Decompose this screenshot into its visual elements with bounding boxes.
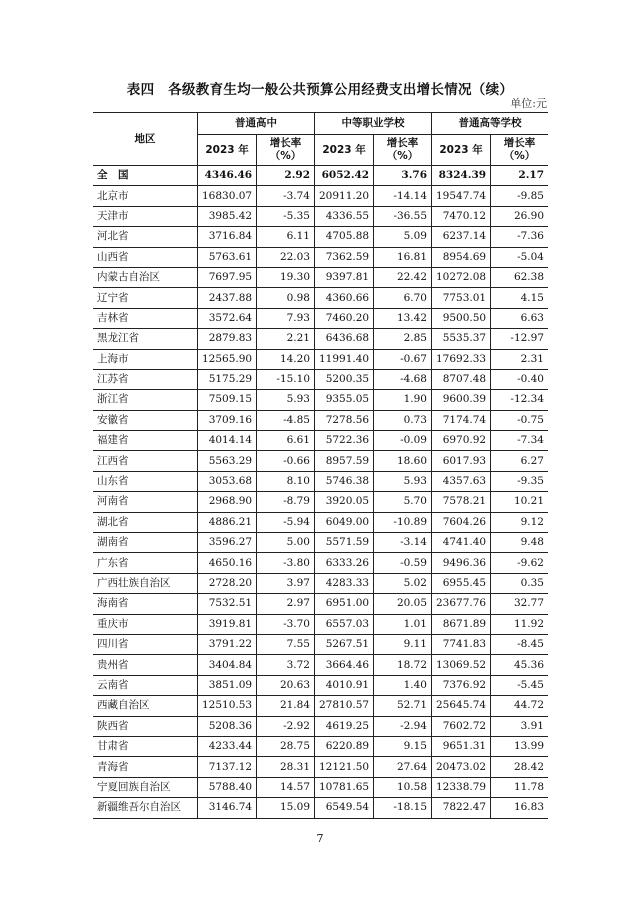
growth-rate-cell: 19.30 [257, 267, 315, 287]
growth-rate-cell: 0.35 [491, 573, 548, 593]
amount-cell: 6436.68 [315, 329, 374, 349]
growth-rate-cell: -15.10 [257, 369, 315, 389]
growth-rate-cell: -2.92 [257, 716, 315, 736]
growth-rate-cell: 4.15 [491, 288, 548, 308]
amount-cell: 4619.25 [315, 716, 374, 736]
col-group-vocational: 中等职业学校 [315, 113, 432, 135]
growth-rate-cell: -9.35 [491, 471, 548, 491]
growth-rate-cell: 5.00 [257, 533, 315, 553]
col-header-growth: 增长率（%） [491, 135, 548, 166]
amount-cell: 5535.37 [432, 329, 491, 349]
growth-rate-cell: 18.72 [374, 655, 432, 675]
amount-cell: 3572.64 [198, 308, 257, 328]
growth-rate-cell: 2.31 [491, 349, 548, 369]
growth-rate-cell: 26.90 [491, 206, 548, 226]
amount-cell: 3596.27 [198, 533, 257, 553]
amount-cell: 7753.01 [432, 288, 491, 308]
region-name-cell: 浙江省 [93, 390, 198, 410]
col-group-high-school: 普通高中 [198, 113, 315, 135]
amount-cell: 6951.00 [315, 594, 374, 614]
growth-rate-cell: 7.55 [257, 634, 315, 654]
growth-rate-cell: 9.12 [491, 512, 548, 532]
table-row [93, 553, 548, 573]
amount-cell: 5788.40 [198, 777, 257, 797]
table-row [93, 247, 548, 267]
growth-rate-cell: 32.77 [491, 594, 548, 614]
table-row [93, 798, 548, 818]
region-name-cell: 安徽省 [93, 410, 198, 430]
amount-cell: 7174.74 [432, 410, 491, 430]
growth-rate-cell: -3.80 [257, 553, 315, 573]
table-row [93, 471, 548, 491]
growth-rate-cell: 28.42 [491, 757, 548, 777]
growth-rate-cell: -5.04 [491, 247, 548, 267]
amount-cell: 4705.88 [315, 227, 374, 247]
amount-cell: 4650.16 [198, 553, 257, 573]
amount-cell: 8957.59 [315, 451, 374, 471]
amount-cell: 8324.39 [432, 166, 491, 186]
growth-rate-cell: 2.85 [374, 329, 432, 349]
region-name-cell: 湖北省 [93, 512, 198, 532]
growth-rate-cell: 11.78 [491, 777, 548, 797]
table-row [93, 573, 548, 593]
table-body [93, 166, 548, 819]
amount-cell: 10781.65 [315, 777, 374, 797]
region-name-cell: 广西壮族自治区 [93, 573, 198, 593]
table-row [93, 655, 548, 675]
col-header-year: 2023 年 [198, 135, 257, 166]
region-name-cell: 重庆市 [93, 614, 198, 634]
amount-cell: 8671.89 [432, 614, 491, 634]
growth-rate-cell: -3.14 [374, 533, 432, 553]
amount-cell: 2728.20 [198, 573, 257, 593]
growth-rate-cell: -0.40 [491, 369, 548, 389]
amount-cell: 5571.59 [315, 533, 374, 553]
growth-rate-cell: 45.36 [491, 655, 548, 675]
growth-rate-cell: 6.61 [257, 431, 315, 451]
region-name-cell: 江苏省 [93, 369, 198, 389]
table-row [93, 512, 548, 532]
region-name-cell: 陕西省 [93, 716, 198, 736]
region-name-cell: 黑龙江省 [93, 329, 198, 349]
growth-rate-cell: -8.45 [491, 634, 548, 654]
growth-rate-cell: -9.85 [491, 186, 548, 206]
table-row [93, 329, 548, 349]
growth-rate-cell: 6.27 [491, 451, 548, 471]
amount-cell: 4346.46 [198, 166, 257, 186]
growth-rate-cell: 2.17 [491, 166, 548, 186]
amount-cell: 7602.72 [432, 716, 491, 736]
region-name-cell: 辽宁省 [93, 288, 198, 308]
growth-rate-cell: 5.02 [374, 573, 432, 593]
amount-cell: 4357.63 [432, 471, 491, 491]
amount-cell: 9600.39 [432, 390, 491, 410]
amount-cell: 5208.36 [198, 716, 257, 736]
table-row [93, 186, 548, 206]
amount-cell: 9651.31 [432, 736, 491, 756]
growth-rate-cell: 16.81 [374, 247, 432, 267]
amount-cell: 8954.69 [432, 247, 491, 267]
amount-cell: 7509.15 [198, 390, 257, 410]
amount-cell: 17692.33 [432, 349, 491, 369]
amount-cell: 20911.20 [315, 186, 374, 206]
growth-rate-cell: 3.76 [374, 166, 432, 186]
amount-cell: 2437.88 [198, 288, 257, 308]
table-row [93, 206, 548, 226]
table-row [93, 634, 548, 654]
amount-cell: 9496.36 [432, 553, 491, 573]
amount-cell: 4283.33 [315, 573, 374, 593]
amount-cell: 7741.83 [432, 634, 491, 654]
growth-rate-cell: -8.79 [257, 492, 315, 512]
growth-rate-cell: -0.09 [374, 431, 432, 451]
amount-cell: 6549.54 [315, 798, 374, 818]
amount-cell: 2968.90 [198, 492, 257, 512]
region-name-cell: 吉林省 [93, 308, 198, 328]
growth-rate-cell: 22.03 [257, 247, 315, 267]
region-name-cell: 甘肃省 [93, 736, 198, 756]
growth-rate-cell: 1.90 [374, 390, 432, 410]
amount-cell: 13069.52 [432, 655, 491, 675]
growth-rate-cell: -0.67 [374, 349, 432, 369]
amount-cell: 7604.26 [432, 512, 491, 532]
amount-cell: 6237.14 [432, 227, 491, 247]
col-header-growth: 增长率（%） [374, 135, 432, 166]
growth-rate-cell: 5.70 [374, 492, 432, 512]
region-name-cell: 内蒙古自治区 [93, 267, 198, 287]
amount-cell: 4233.44 [198, 736, 257, 756]
table-row [93, 369, 548, 389]
amount-cell: 5200.35 [315, 369, 374, 389]
growth-rate-cell: -4.68 [374, 369, 432, 389]
table-row [93, 533, 548, 553]
growth-rate-cell: -10.89 [374, 512, 432, 532]
growth-rate-cell: 1.01 [374, 614, 432, 634]
amount-cell: 3791.22 [198, 634, 257, 654]
amount-cell: 4336.55 [315, 206, 374, 226]
growth-rate-cell: 3.97 [257, 573, 315, 593]
growth-rate-cell: 62.38 [491, 267, 548, 287]
amount-cell: 16830.07 [198, 186, 257, 206]
growth-rate-cell: 3.91 [491, 716, 548, 736]
amount-cell: 25645.74 [432, 696, 491, 716]
growth-rate-cell: -14.14 [374, 186, 432, 206]
growth-rate-cell: -5.35 [257, 206, 315, 226]
growth-rate-cell: -12.34 [491, 390, 548, 410]
growth-rate-cell: -2.94 [374, 716, 432, 736]
growth-rate-cell: 2.92 [257, 166, 315, 186]
growth-rate-cell: 10.21 [491, 492, 548, 512]
amount-cell: 5267.51 [315, 634, 374, 654]
growth-rate-cell: -0.75 [491, 410, 548, 430]
amount-cell: 3664.46 [315, 655, 374, 675]
growth-rate-cell: 28.31 [257, 757, 315, 777]
region-name-cell: 福建省 [93, 431, 198, 451]
region-name-cell: 山西省 [93, 247, 198, 267]
growth-rate-cell: 22.42 [374, 267, 432, 287]
growth-rate-cell: 2.21 [257, 329, 315, 349]
table-row [93, 614, 548, 634]
amount-cell: 3716.84 [198, 227, 257, 247]
growth-rate-cell: -18.15 [374, 798, 432, 818]
amount-cell: 3919.81 [198, 614, 257, 634]
growth-rate-cell: 5.09 [374, 227, 432, 247]
region-name-cell: 贵州省 [93, 655, 198, 675]
growth-rate-cell: 2.97 [257, 594, 315, 614]
amount-cell: 3709.16 [198, 410, 257, 430]
table-row [93, 696, 548, 716]
table-row [93, 431, 548, 451]
growth-rate-cell: 18.60 [374, 451, 432, 471]
amount-cell: 4360.66 [315, 288, 374, 308]
growth-rate-cell: 16.83 [491, 798, 548, 818]
growth-rate-cell: 7.93 [257, 308, 315, 328]
amount-cell: 27810.57 [315, 696, 374, 716]
amount-cell: 4886.21 [198, 512, 257, 532]
growth-rate-cell: -7.34 [491, 431, 548, 451]
growth-rate-cell: -5.45 [491, 675, 548, 695]
growth-rate-cell: -3.74 [257, 186, 315, 206]
growth-rate-cell: 13.42 [374, 308, 432, 328]
growth-rate-cell: 9.15 [374, 736, 432, 756]
amount-cell: 4014.14 [198, 431, 257, 451]
amount-cell: 10272.08 [432, 267, 491, 287]
amount-cell: 11991.40 [315, 349, 374, 369]
amount-cell: 3146.74 [198, 798, 257, 818]
table-row [93, 777, 548, 797]
growth-rate-cell: -9.62 [491, 553, 548, 573]
table-row-total [93, 166, 548, 186]
amount-cell: 3404.84 [198, 655, 257, 675]
growth-rate-cell: 28.75 [257, 736, 315, 756]
table-title: 表四 各级教育生均一般公共预算公用经费支出增长情况（续） [126, 82, 514, 98]
table-row [93, 451, 548, 471]
growth-rate-cell: 20.05 [374, 594, 432, 614]
growth-rate-cell: 13.99 [491, 736, 548, 756]
amount-cell: 3985.42 [198, 206, 257, 226]
region-name-cell: 山东省 [93, 471, 198, 491]
page-number: 7 [316, 832, 324, 845]
amount-cell: 7532.51 [198, 594, 257, 614]
amount-cell: 7376.92 [432, 675, 491, 695]
table-row [93, 227, 548, 247]
amount-cell: 7460.20 [315, 308, 374, 328]
amount-cell: 20473.02 [432, 757, 491, 777]
region-name-cell: 四川省 [93, 634, 198, 654]
growth-rate-cell: 52.71 [374, 696, 432, 716]
table-row [93, 757, 548, 777]
amount-cell: 4741.40 [432, 533, 491, 553]
growth-rate-cell: -4.85 [257, 410, 315, 430]
growth-rate-cell: 8.10 [257, 471, 315, 491]
growth-rate-cell: -5.94 [257, 512, 315, 532]
amount-cell: 7470.12 [432, 206, 491, 226]
amount-cell: 12510.53 [198, 696, 257, 716]
table-row [93, 308, 548, 328]
amount-cell: 3920.05 [315, 492, 374, 512]
growth-rate-cell: 44.72 [491, 696, 548, 716]
region-name-cell: 云南省 [93, 675, 198, 695]
growth-rate-cell: 21.84 [257, 696, 315, 716]
growth-rate-cell: 6.63 [491, 308, 548, 328]
region-name-cell: 河南省 [93, 492, 198, 512]
amount-cell: 6049.00 [315, 512, 374, 532]
region-name-cell: 全 国 [93, 166, 198, 186]
region-name-cell: 北京市 [93, 186, 198, 206]
growth-rate-cell: 9.48 [491, 533, 548, 553]
growth-rate-cell: 14.57 [257, 777, 315, 797]
col-header-year: 2023 年 [432, 135, 491, 166]
amount-cell: 12565.90 [198, 349, 257, 369]
growth-rate-cell: -3.70 [257, 614, 315, 634]
table-row [93, 267, 548, 287]
amount-cell: 5175.29 [198, 369, 257, 389]
region-name-cell: 江西省 [93, 451, 198, 471]
growth-rate-cell: -36.55 [374, 206, 432, 226]
region-name-cell: 青海省 [93, 757, 198, 777]
growth-rate-cell: 15.09 [257, 798, 315, 818]
table-row [93, 675, 548, 695]
col-header-growth: 增长率（%） [257, 135, 315, 166]
growth-rate-cell: 9.11 [374, 634, 432, 654]
growth-rate-cell: 11.92 [491, 614, 548, 634]
amount-cell: 5763.61 [198, 247, 257, 267]
region-name-cell: 广东省 [93, 553, 198, 573]
amount-cell: 9397.81 [315, 267, 374, 287]
amount-cell: 9500.50 [432, 308, 491, 328]
growth-rate-cell: 5.93 [374, 471, 432, 491]
amount-cell: 2879.83 [198, 329, 257, 349]
table-row [93, 410, 548, 430]
amount-cell: 6017.93 [432, 451, 491, 471]
amount-cell: 3053.68 [198, 471, 257, 491]
table-row [93, 390, 548, 410]
growth-rate-cell: 6.70 [374, 288, 432, 308]
col-header-region: 地区 [93, 113, 198, 166]
growth-rate-cell: -0.66 [257, 451, 315, 471]
table-row [93, 492, 548, 512]
growth-rate-cell: 5.93 [257, 390, 315, 410]
amount-cell: 12338.79 [432, 777, 491, 797]
amount-cell: 7137.12 [198, 757, 257, 777]
amount-cell: 23677.76 [432, 594, 491, 614]
growth-rate-cell: -7.36 [491, 227, 548, 247]
amount-cell: 7278.56 [315, 410, 374, 430]
growth-rate-cell: -0.59 [374, 553, 432, 573]
amount-cell: 6220.89 [315, 736, 374, 756]
unit-label: 单位:元 [510, 97, 547, 110]
amount-cell: 5722.36 [315, 431, 374, 451]
table-row [93, 349, 548, 369]
growth-rate-cell: 10.58 [374, 777, 432, 797]
region-name-cell: 西藏自治区 [93, 696, 198, 716]
table-row [93, 594, 548, 614]
region-name-cell: 天津市 [93, 206, 198, 226]
growth-rate-cell: 6.11 [257, 227, 315, 247]
growth-rate-cell: 0.73 [374, 410, 432, 430]
amount-cell: 7697.95 [198, 267, 257, 287]
amount-cell: 3851.09 [198, 675, 257, 695]
amount-cell: 6333.26 [315, 553, 374, 573]
amount-cell: 4010.91 [315, 675, 374, 695]
region-name-cell: 海南省 [93, 594, 198, 614]
growth-rate-cell: 14.20 [257, 349, 315, 369]
amount-cell: 19547.74 [432, 186, 491, 206]
amount-cell: 6970.92 [432, 431, 491, 451]
region-name-cell: 宁夏回族自治区 [93, 777, 198, 797]
amount-cell: 6955.45 [432, 573, 491, 593]
expenditure-table [93, 112, 548, 819]
table-row [93, 716, 548, 736]
amount-cell: 6557.03 [315, 614, 374, 634]
growth-rate-cell: 3.72 [257, 655, 315, 675]
region-name-cell: 上海市 [93, 349, 198, 369]
growth-rate-cell: -12.97 [491, 329, 548, 349]
col-header-year: 2023 年 [315, 135, 374, 166]
amount-cell: 12121.50 [315, 757, 374, 777]
region-name-cell: 新疆维吾尔自治区 [93, 798, 198, 818]
amount-cell: 7578.21 [432, 492, 491, 512]
amount-cell: 9355.05 [315, 390, 374, 410]
growth-rate-cell: 20.63 [257, 675, 315, 695]
amount-cell: 6052.42 [315, 166, 374, 186]
col-group-higher-ed: 普通高等学校 [432, 113, 549, 135]
growth-rate-cell: 27.64 [374, 757, 432, 777]
amount-cell: 7822.47 [432, 798, 491, 818]
region-name-cell: 湖南省 [93, 533, 198, 553]
table-row [93, 288, 548, 308]
growth-rate-cell: 1.40 [374, 675, 432, 695]
table-row [93, 736, 548, 756]
amount-cell: 5746.38 [315, 471, 374, 491]
amount-cell: 5563.29 [198, 451, 257, 471]
growth-rate-cell: 0.98 [257, 288, 315, 308]
amount-cell: 7362.59 [315, 247, 374, 267]
region-name-cell: 河北省 [93, 227, 198, 247]
amount-cell: 8707.48 [432, 369, 491, 389]
